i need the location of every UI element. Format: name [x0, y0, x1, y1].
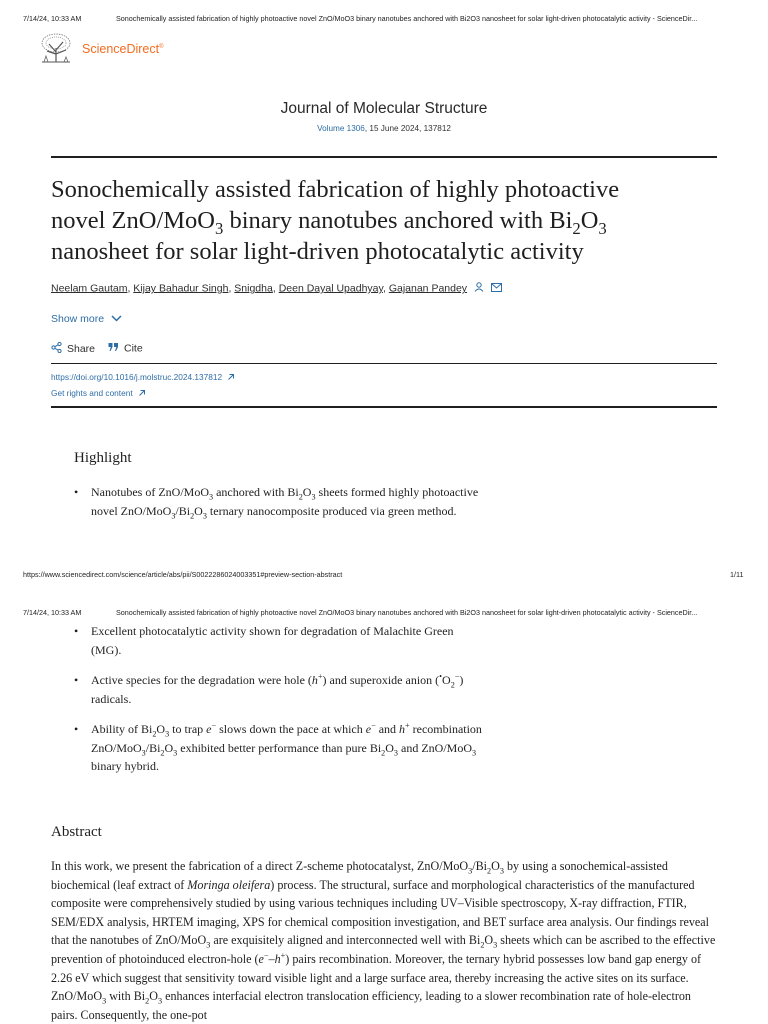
volume-link[interactable]: Volume 1306 [317, 124, 365, 133]
print-doc-title: Sonochemically assisted fabrication of highly photoactive novel ZnO/MoO3 binary nanotubes anchored with Bi2O3 nanosheet for solar light-driven photocatalytic activity - ScienceDir... [116, 608, 698, 617]
journal-title[interactable]: Journal of Molecular Structure [280, 100, 488, 117]
chevron-down-icon [111, 313, 122, 325]
highlight-item: • Nanotubes of ZnO/MoO$_3$ anchored with $Bi_2O_3$ sheets formed highly photoactive novel ZnO/$MoO_3/Bi_2O_3$ ternary nanocomposite produced via green method. [74, 485, 479, 520]
share-button[interactable]: Share [51, 342, 95, 356]
print-doc-title: Sonochemically assisted fabrication of highly photoactive novel ZnO/MoO3 binary nanotubes anchored with Bi2O3 nanosheet for solar light-driven photocatalytic activity - ScienceDir... [116, 14, 698, 23]
divider [51, 406, 717, 408]
sciencedirect-logo-text[interactable]: ScienceDirect® [82, 42, 164, 56]
highlight-heading: Highlight [74, 450, 132, 466]
author-link[interactable]: Kijay Bahadur Singh [133, 282, 229, 295]
journal-volume-line: Volume 1306, 15 June 2024, 137812 [317, 124, 451, 133]
author-link[interactable]: Gajanan Pandey [388, 282, 468, 295]
quote-icon [108, 342, 119, 355]
highlight-item: • Ability of $Bi_2O_3$ to trap e− slows down the pace at which e− and h+ recombination ZnO/$MoO_3/Bi_2O_3$ exhibited better performance than pure $Bi_2O_3$ and ZnO/MoO$_3$ binary hybrid. [74, 721, 482, 773]
divider [51, 156, 717, 158]
article-title: Sonochemically assisted fabrication of highly photoactive novel ZnO/MoO$_3$ binary nanotubes anchored with $Bi_2O_3$ nanosheet for solar light-driven photocatalytic activity [51, 176, 620, 265]
abstract-heading: Abstract [51, 824, 102, 840]
doi-link[interactable]: https://doi.org/10.1016/j.molstruc.2024.137812 [51, 372, 235, 383]
print-page-number: 1/11 [730, 570, 744, 579]
divider [51, 363, 717, 364]
author-link[interactable]: Snigdha [234, 282, 273, 295]
author-list: Neelam Gautam, Kijay Bahadur Singh, Snigdha, Deen Dayal Upadhyay, Gajanan Pandey [51, 282, 502, 295]
rights-link[interactable]: Get rights and content [51, 388, 146, 399]
highlight-item: • Active species for the degradation were hole (h+) and superoxide anion $(^•O_2^-)$ radicals. [74, 672, 464, 706]
share-icon [51, 342, 62, 356]
cite-button[interactable]: Cite [108, 342, 143, 355]
abstract-text: In this work, we present the fabrication of a direct Z-scheme photocatalyst, ZnO/$MoO_3/Bi_2O_3$ by using a sonochemical-assisted biochemical (leaf extract of Moringa oleifera) process. The structural, surface and morphological characteristics of the manufactured composite were comprehensively studied by using various techniques including UV–Visible spectroscopy, X-ray diffraction, FTIR, SEM/EDX analysis, HRTEM imaging, XPS for chemical composition investigation, and BET surface area analysis. Our findings reveal that the nanotubes of ZnO/MoO$_3$ are exquisitely aligned and interconnected well with $Bi_2O_3$ sheets which can be ascribed to the effective prevention of photoinduced electron-hole (e−–h+) pairs recombination. Moreover, the ternary hybrid possesses low band gap energy of 2.26 eV which suggest that sensitivity toward visible light and a large surface area, thereby increasing the active sites on its surface. ZnO/MoO$_3$ with $Bi_2O_3$ enhances interfacial electron translocation efficiency, leading to a slower recombination rate of hole-electron pairs. Consequently, the one-pot [51, 859, 716, 1022]
person-icon[interactable] [474, 282, 484, 295]
author-link[interactable]: Deen Dayal Upadhyay [278, 282, 383, 295]
print-datetime: 7/14/24, 10:33 AM [23, 608, 82, 617]
email-icon[interactable] [491, 283, 502, 295]
elsevier-tree-logo[interactable] [39, 32, 73, 64]
external-link-icon [138, 389, 146, 399]
external-link-icon [227, 373, 235, 383]
show-more-button[interactable]: Show more [51, 313, 122, 325]
highlight-item: • Excellent photocatalytic activity shown for degradation of Malachite Green (MG). [74, 624, 454, 657]
print-datetime: 7/14/24, 10:33 AM [23, 14, 82, 23]
author-link[interactable]: Neelam Gautam [51, 282, 128, 295]
print-url: https://www.sciencedirect.com/science/article/abs/pii/S0022286024003351#preview-section-abstract [23, 570, 343, 579]
